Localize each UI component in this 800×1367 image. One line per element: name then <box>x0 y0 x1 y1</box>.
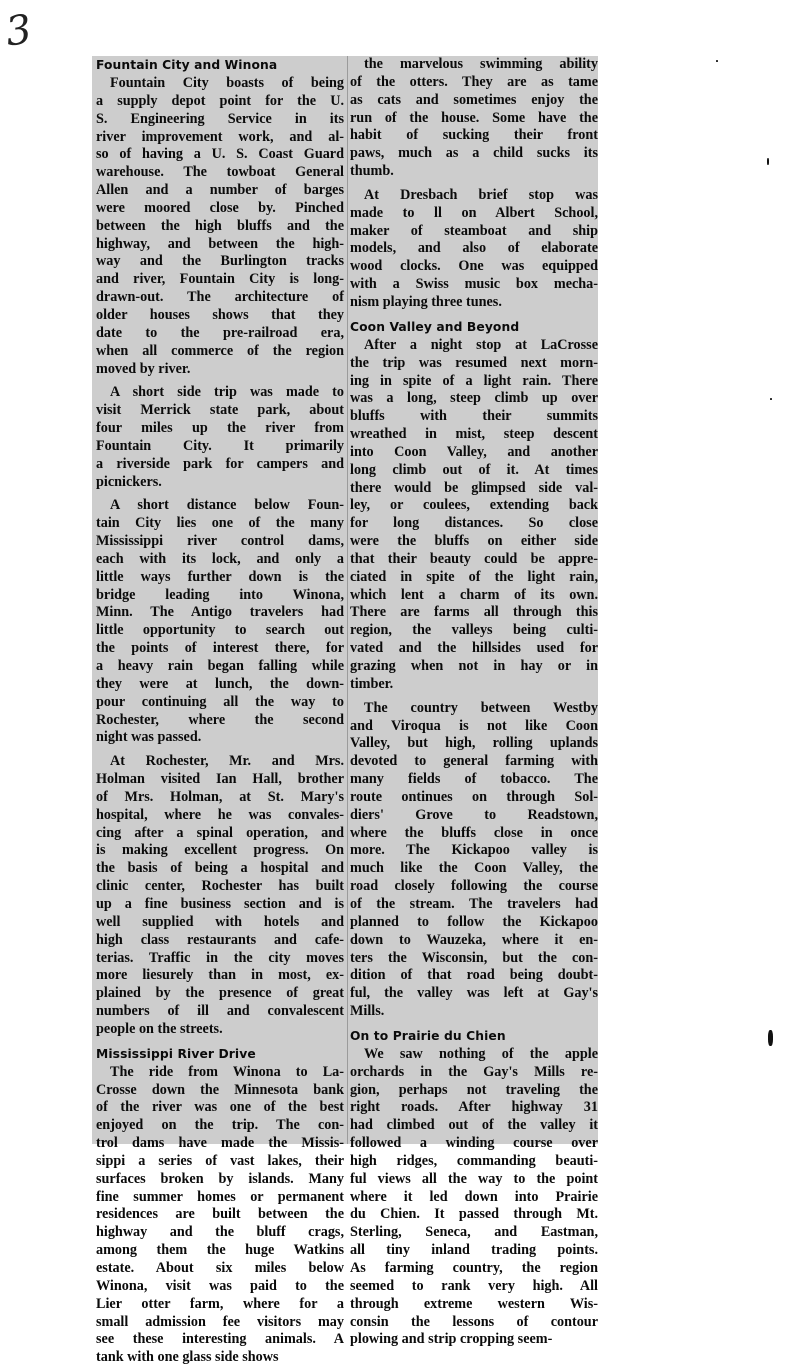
section-heading: Mississippi River Drive <box>96 1046 256 1061</box>
text-line: The ride from Winona to La- <box>110 1063 344 1080</box>
text-line: ley, or coulees, extending back <box>350 497 598 514</box>
text-line: was a long, steep climb up over <box>350 390 598 407</box>
text-line: Crosse down the Minnesota bank <box>96 1081 344 1098</box>
text-line: where it led down into Prairie <box>350 1188 598 1205</box>
text-line: ciated in spite of the light rain, <box>350 568 598 585</box>
article-paragraph <box>96 497 344 747</box>
text-line: visit Merrick state park, about <box>96 402 344 419</box>
text-line: they were at lunch, the down- <box>96 675 344 692</box>
text-line: is making excellent progress. On <box>96 842 344 859</box>
text-line: see these interesting animals. A <box>96 1331 344 1348</box>
text-line: route ontinues on through Sol- <box>350 788 598 805</box>
text-line: pour continuing all the way to <box>96 693 344 710</box>
text-line: surfaces broken by islands. Many <box>96 1170 344 1187</box>
text-line: Fountain City. It primarily <box>96 437 344 454</box>
article-column-right <box>347 56 598 1348</box>
text-line: older houses shows that they <box>96 306 344 323</box>
text-line: tain City lies one of the many <box>96 515 344 532</box>
text-line: dition of that road being doubt- <box>350 967 598 984</box>
text-line: the points of interest there, for <box>96 640 344 657</box>
text-line: small admission fee visitors may <box>96 1313 344 1330</box>
text-line: high ridges, commanding beauti- <box>350 1152 598 1169</box>
text-line: At Dresbach brief stop was <box>364 186 598 203</box>
text-line: thumb. <box>350 163 394 180</box>
text-line: Valley, but high, rolling uplands <box>350 735 598 752</box>
text-line: A short side trip was made to <box>110 384 344 401</box>
article-paragraph <box>96 753 344 1039</box>
text-line: each with its lock, and only a <box>96 550 344 567</box>
text-line: more liesurely than in most, ex- <box>96 967 344 984</box>
scan-speck <box>767 158 769 165</box>
text-line: region, the valleys being culti- <box>350 622 598 639</box>
text-line: sippi a series of vast lakes, their <box>96 1152 344 1169</box>
text-line: Holman visited Ian Hall, brother <box>96 771 344 788</box>
article-paragraph <box>350 56 598 181</box>
text-line: clinic center, Rochester has built <box>96 878 344 895</box>
text-line: date to the pre-railroad era, <box>96 324 344 341</box>
newspaper-clipping <box>92 56 598 1366</box>
text-line: which lent a charm of its own. <box>350 586 598 603</box>
text-line: through extreme western Wis- <box>350 1295 598 1312</box>
scan-speck <box>770 398 772 400</box>
text-line: moved by river. <box>96 360 191 377</box>
text-line: picnickers. <box>96 473 162 490</box>
text-line: a supply depot point for the U. <box>96 92 344 109</box>
text-line: and river, Fountain City is long- <box>96 271 344 288</box>
text-line: wood clocks. One was equipped <box>350 258 598 275</box>
text-line: as cats and sometimes enjoy the <box>350 91 598 108</box>
text-line: warehouse. The towboat General <box>96 164 344 181</box>
text-line: followed a winding course over <box>350 1135 598 1152</box>
article-paragraph <box>96 384 344 491</box>
text-line: maker of steamboat and ship <box>350 222 598 239</box>
text-line: and Viroqua is not like Coon <box>350 717 598 734</box>
text-line: wreathed in mist, steep descent <box>350 426 598 443</box>
text-line: models, and also of elaborate <box>350 240 598 257</box>
text-line: a riverside park for campers and <box>96 455 344 472</box>
text-line: between the high bluffs and the <box>96 217 344 234</box>
text-line: nism playing three tunes. <box>350 293 502 310</box>
text-line: orchards in the Gay's Mills re- <box>350 1063 598 1080</box>
text-line: Rochester, where the second <box>96 711 344 728</box>
text-line: A short distance below Foun- <box>110 497 344 514</box>
article-paragraph <box>350 700 598 1021</box>
article-paragraph <box>350 337 598 694</box>
text-line: night was passed. <box>96 729 202 746</box>
text-line: that their beauty could be appre- <box>350 550 598 567</box>
text-line: Mills. <box>350 1003 385 1020</box>
text-line: fine summer homes or permanent <box>96 1188 344 1205</box>
text-line: timber. <box>350 675 394 692</box>
text-line: Fountain City boasts of being <box>110 75 344 91</box>
text-line: with a Swiss music box mecha- <box>350 276 598 293</box>
text-line: were moored close by. Pinched <box>96 199 344 216</box>
text-line: for long distances. So close <box>350 515 598 532</box>
text-line: many fields of tobacco. The <box>350 771 598 788</box>
text-line: planned to follow the Kickapoo <box>350 913 598 930</box>
text-line: bridge leading into Winona, <box>96 586 344 603</box>
text-line: After a night stop at LaCrosse <box>364 336 598 353</box>
text-line: up a fine business section and is <box>96 895 344 912</box>
text-line: ful views all the way to the point <box>350 1170 598 1187</box>
article-paragraph <box>96 1064 344 1367</box>
text-line: ters the Wisconsin, but the con- <box>350 949 598 966</box>
text-line: way and the Burlington tracks <box>96 253 344 270</box>
text-line: road closely following the course <box>350 878 598 895</box>
text-line: enjoyed on the trip. The con- <box>96 1117 344 1134</box>
text-line: gion, perhaps not traveling the <box>350 1081 598 1098</box>
text-line: residences are built between the <box>96 1206 344 1223</box>
text-line: As farming country, the region <box>350 1260 598 1276</box>
text-line: numbers of ill and convalescent <box>96 1003 344 1020</box>
text-line: into Coon Valley, and another <box>350 443 598 460</box>
text-line: The country between Westby <box>364 699 598 716</box>
article-paragraph <box>350 1046 598 1349</box>
text-line: diers' Grove to Readstown, <box>350 806 598 823</box>
text-line: all tiny inland trading points. <box>350 1242 598 1259</box>
text-line: of the otters. They are as tame <box>350 73 598 90</box>
text-line: well supplied with hotels and <box>96 913 344 930</box>
text-line: terias. Traffic in the city moves <box>96 949 344 966</box>
text-line: the trip was resumed next morn- <box>350 354 598 371</box>
text-line: hospital, where he was convales- <box>96 806 344 823</box>
section-heading: Coon Valley and Beyond <box>350 319 520 334</box>
text-line: there would be glimpsed side val- <box>350 479 598 496</box>
text-line: so of having a U. S. Coast Guard <box>96 146 344 163</box>
scan-speck <box>768 1030 773 1046</box>
text-line: grazing when not in hay or in <box>350 658 598 674</box>
text-line: of the stream. The travelers had <box>350 895 598 912</box>
text-line: trol dams have made the Missis- <box>96 1135 344 1152</box>
text-line: four miles up the river from <box>96 420 344 437</box>
text-line: habit of sucking their front <box>350 127 598 144</box>
text-line: ful, the valley was left at Gay's <box>350 985 598 1002</box>
text-line: when all commerce of the region <box>96 342 344 359</box>
article-paragraph <box>96 75 344 378</box>
text-line: plowing and strip cropping seem- <box>350 1331 553 1348</box>
text-line: much like the Coon Valley, the <box>350 860 598 877</box>
article-paragraph <box>350 187 598 312</box>
text-line: Minn. The Antigo travelers had <box>96 604 344 621</box>
text-line: We saw nothing of the apple <box>364 1045 598 1062</box>
text-line: the marvelous swimming ability <box>364 56 598 72</box>
section-heading: Fountain City and Winona <box>96 58 278 72</box>
text-line: more. The Kickapoo valley is <box>350 842 598 859</box>
text-line: devoted to general farming with <box>350 753 598 770</box>
text-line: made to ll on Albert School, <box>350 204 598 221</box>
text-line: Lier otter farm, where for a <box>96 1295 344 1312</box>
text-line: plained by the presence of great <box>96 985 344 1002</box>
text-line: Sterling, Seneca, and Eastman, <box>350 1224 598 1241</box>
text-line: Mississippi river control dams, <box>96 533 344 550</box>
text-line: highway and the bluff crags, <box>96 1224 344 1241</box>
text-line: among them the huge Watkins <box>96 1242 344 1259</box>
article-column-left <box>96 56 344 1366</box>
text-line: cing after a spinal operation, and <box>96 824 344 841</box>
text-line: of Mrs. Holman, at St. Mary's <box>96 788 344 805</box>
text-line: high class restaurants and cafe- <box>96 931 344 948</box>
scan-speck <box>716 60 718 62</box>
text-line: were the bluffs on either side <box>350 533 598 550</box>
text-line: had climbed out of the valley it <box>350 1117 598 1134</box>
text-line: the basis of being a hospital and <box>96 860 344 877</box>
text-line: estate. About six miles below <box>96 1260 344 1276</box>
text-line: river improvement work, and al- <box>96 128 344 145</box>
text-line: drawn-out. The architecture of <box>96 289 344 306</box>
text-line: consin the lessons of contour <box>350 1313 598 1330</box>
text-line: vated and the hillsides used for <box>350 640 598 657</box>
text-line: Allen and a number of barges <box>96 182 344 199</box>
text-line: people on the streets. <box>96 1020 223 1037</box>
text-line: little opportunity to search out <box>96 622 344 639</box>
text-line: bluffs with their summits <box>350 408 598 425</box>
text-line: There are farms all through this <box>350 604 598 621</box>
text-line: At Rochester, Mr. and Mrs. <box>110 753 344 770</box>
text-line: paws, much as a child sucks its <box>350 145 598 162</box>
text-line: little ways further down is the <box>96 568 344 585</box>
text-line: highway, and between the high- <box>96 235 344 252</box>
text-line: seemed to rank very high. All <box>350 1277 598 1294</box>
text-line: tank with one glass side shows <box>96 1349 279 1366</box>
text-line: a heavy rain began falling while <box>96 658 344 674</box>
text-line: Winona, visit was paid to the <box>96 1277 344 1294</box>
text-line: run of the house. Some have the <box>350 109 598 126</box>
handwritten-page-number: 3 <box>2 6 35 56</box>
text-line: S. Engineering Service in its <box>96 110 344 127</box>
section-heading: On to Prairie du Chien <box>350 1028 506 1043</box>
text-line: ing in spite of a light rain. There <box>350 372 598 389</box>
text-line: right roads. After highway 31 <box>350 1099 598 1116</box>
text-line: du Chien. It passed through Mt. <box>350 1206 598 1223</box>
text-line: of the river was one of the best <box>96 1099 344 1116</box>
text-line: where the bluffs close in once <box>350 824 598 841</box>
text-line: down to Wauzeka, where it en- <box>350 931 598 948</box>
text-line: long climb out of it. At times <box>350 461 598 478</box>
